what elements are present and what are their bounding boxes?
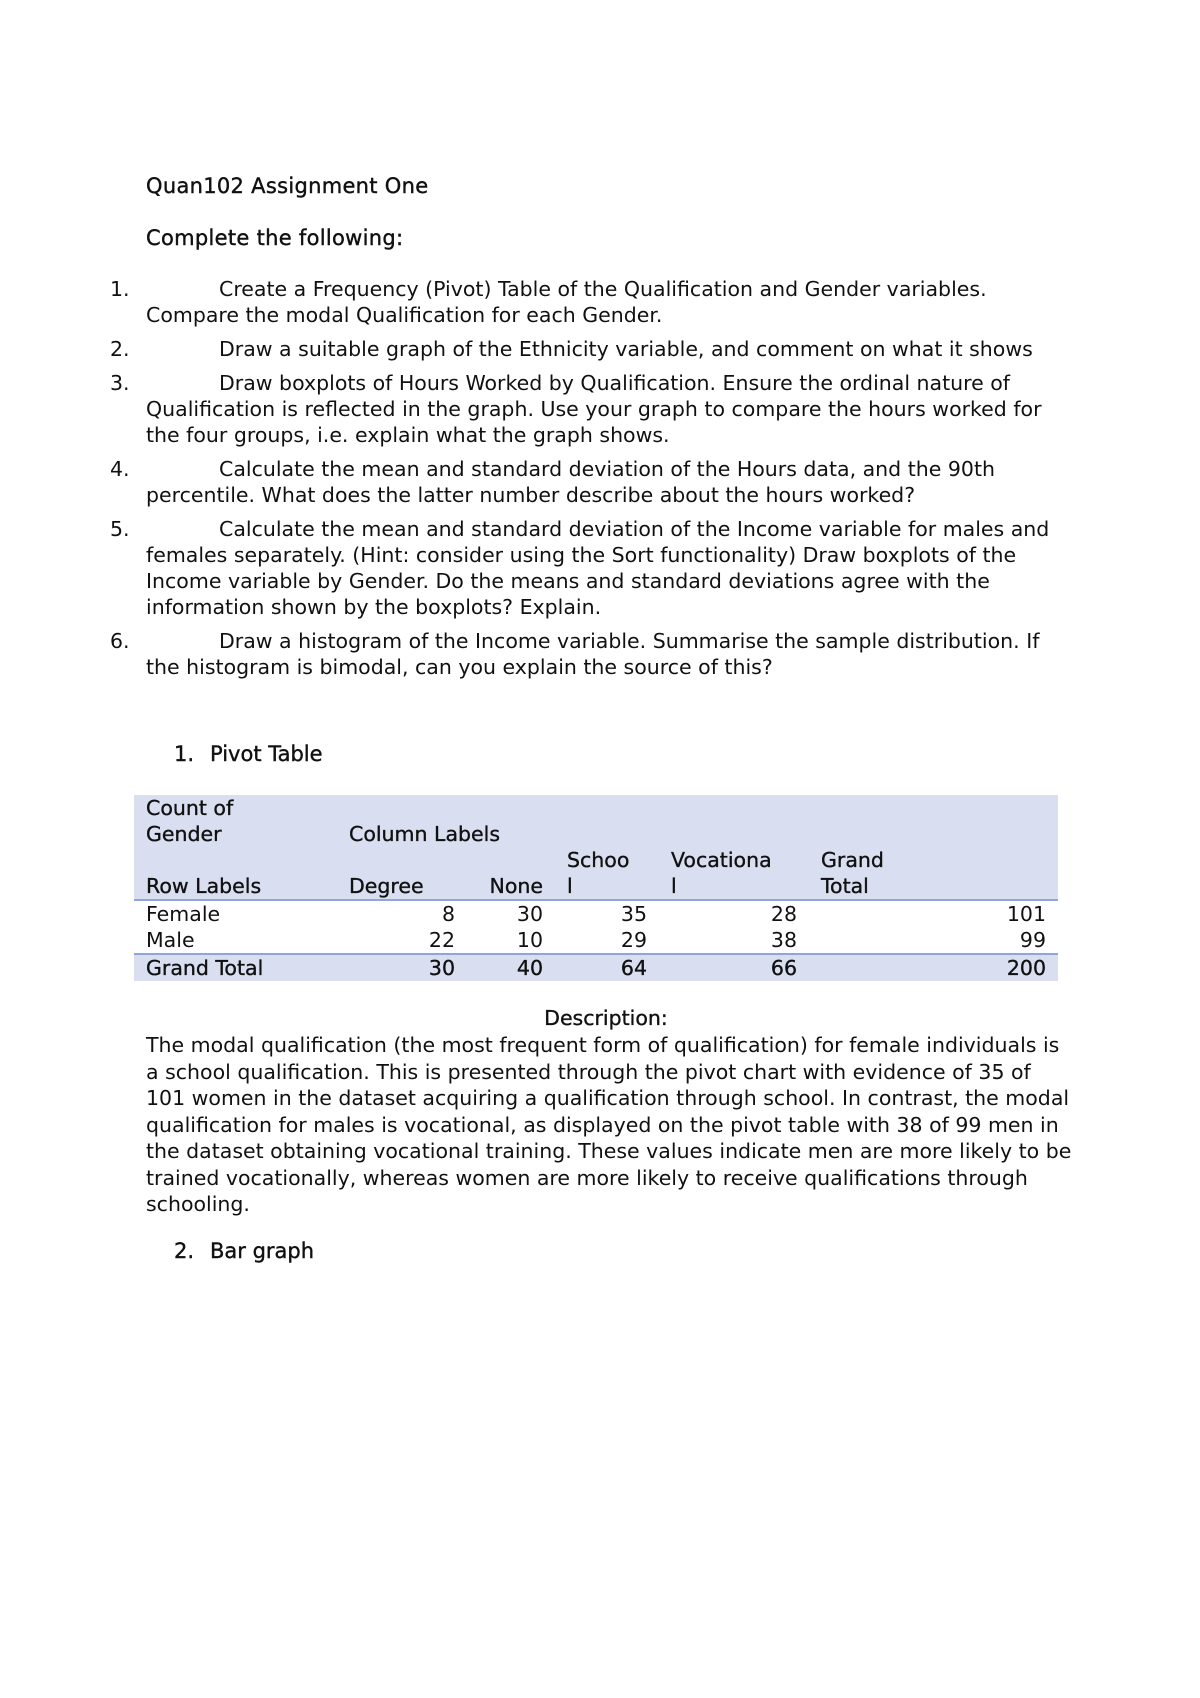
cell-total: 200 xyxy=(809,954,1058,981)
column-header-grand-line1: Grand xyxy=(821,848,884,872)
column-header-degree: Degree xyxy=(337,847,467,900)
cell-vocational: 66 xyxy=(659,954,809,981)
section-heading-bar-graph xyxy=(174,1239,314,1263)
column-header-none: None xyxy=(467,847,555,900)
pivot-table xyxy=(134,795,1058,981)
document-title: Quan102 Assignment One xyxy=(146,174,429,198)
section-number: 2. xyxy=(174,1239,195,1263)
section-label: Bar graph xyxy=(210,1239,315,1263)
column-header-school-line1: Schoo xyxy=(567,848,630,872)
item-number: 6. xyxy=(110,629,130,653)
column-header-school-line2: l xyxy=(567,874,573,898)
list-item xyxy=(110,628,1066,680)
row-label: Grand Total xyxy=(134,954,337,981)
item-text: Draw a suitable graph of the Ethnicity variable, and comment on what it shows xyxy=(219,337,1033,361)
column-header-vocational-line1: Vocationa xyxy=(671,848,772,872)
table-header-row xyxy=(134,847,1058,900)
table-row xyxy=(134,900,1058,927)
task-list xyxy=(110,276,1066,688)
cell-total: 99 xyxy=(1019,928,1046,952)
column-header-grand-total xyxy=(809,847,1058,900)
item-number: 1. xyxy=(110,277,130,301)
item-number: 3. xyxy=(110,371,130,395)
instructions-heading: Complete the following: xyxy=(146,226,404,250)
list-item xyxy=(110,370,1066,448)
cell-school: 64 xyxy=(555,954,659,981)
row-label: Male xyxy=(146,928,195,952)
column-labels-header: Column Labels xyxy=(337,795,1058,847)
item-text: Create a Frequency (Pivot) Table of the Qualification and Gender variables. Compare the modal Qualification for each Gender. xyxy=(146,277,987,327)
cell-school: 35 xyxy=(620,902,647,926)
cell-none: 10 xyxy=(516,928,543,952)
count-label-line1: Count of xyxy=(146,796,234,820)
item-number: 4. xyxy=(110,457,130,481)
cell-degree: 8 xyxy=(441,902,455,926)
description-paragraph: The modal qualification (the most frequent form of qualification) for female individuals is a school qualification. This is presented through the pivot chart with evidence of 35 of 101 women in the dataset acquiring a qualification through school. In contrast, the modal qualification for males is vocational, as displayed on the pivot table with 38 of 99 men in the dataset obtaining vocational training. These values indicate men are more likely to be trained vocationally, whereas women are more likely to receive qualifications through schooling. xyxy=(146,1033,1072,1216)
item-text: Draw boxplots of Hours Worked by Qualification. Ensure the ordinal nature of Qualification is reflected in the graph. Use your graph to compare the hours worked for the four groups, i.e. explain what the graph shows. xyxy=(146,371,1042,447)
row-label: Female xyxy=(146,902,221,926)
list-item xyxy=(110,276,1066,328)
cell-total: 101 xyxy=(1006,902,1046,926)
item-number: 2. xyxy=(110,337,130,361)
row-labels-header: Row Labels xyxy=(134,847,337,900)
item-text: Draw a histogram of the Income variable. Summarise the sample distribution. If the histogram is bimodal, can you explain the source of this? xyxy=(146,629,1040,679)
list-item xyxy=(110,516,1066,620)
cell-none: 30 xyxy=(516,902,543,926)
item-text: Calculate the mean and standard deviation of the Hours data, and the 90th percentile. What does the latter number describe about the hours worked? xyxy=(146,457,995,507)
description-heading: Description: xyxy=(544,1006,668,1030)
section-label: Pivot Table xyxy=(210,742,323,766)
item-number: 5. xyxy=(110,517,130,541)
cell-vocational: 28 xyxy=(770,902,797,926)
cell-vocational: 38 xyxy=(770,928,797,952)
count-label xyxy=(134,795,337,847)
column-header-school xyxy=(555,847,659,900)
list-item xyxy=(110,336,1066,362)
cell-school: 29 xyxy=(620,928,647,952)
grand-total-row xyxy=(134,954,1058,981)
column-header-vocational-line2: l xyxy=(671,874,677,898)
cell-degree: 30 xyxy=(337,954,467,981)
table-row xyxy=(134,927,1058,954)
column-header-grand-line2: Total xyxy=(821,874,869,898)
count-label-line2: Gender xyxy=(146,822,222,846)
list-item xyxy=(110,456,1066,508)
cell-degree: 22 xyxy=(428,928,455,952)
cell-none: 40 xyxy=(467,954,555,981)
section-number: 1. xyxy=(174,742,195,766)
section-heading-pivot xyxy=(174,742,323,766)
item-text: Calculate the mean and standard deviation of the Income variable for males and females separately. (Hint: consider using the Sort functionality) Draw boxplots of the Income variable by Gender. Do the means and standard deviations agree with the information shown by the boxplots? Explain. xyxy=(146,517,1050,619)
column-header-vocational xyxy=(659,847,809,900)
table-header-row xyxy=(134,795,1058,847)
